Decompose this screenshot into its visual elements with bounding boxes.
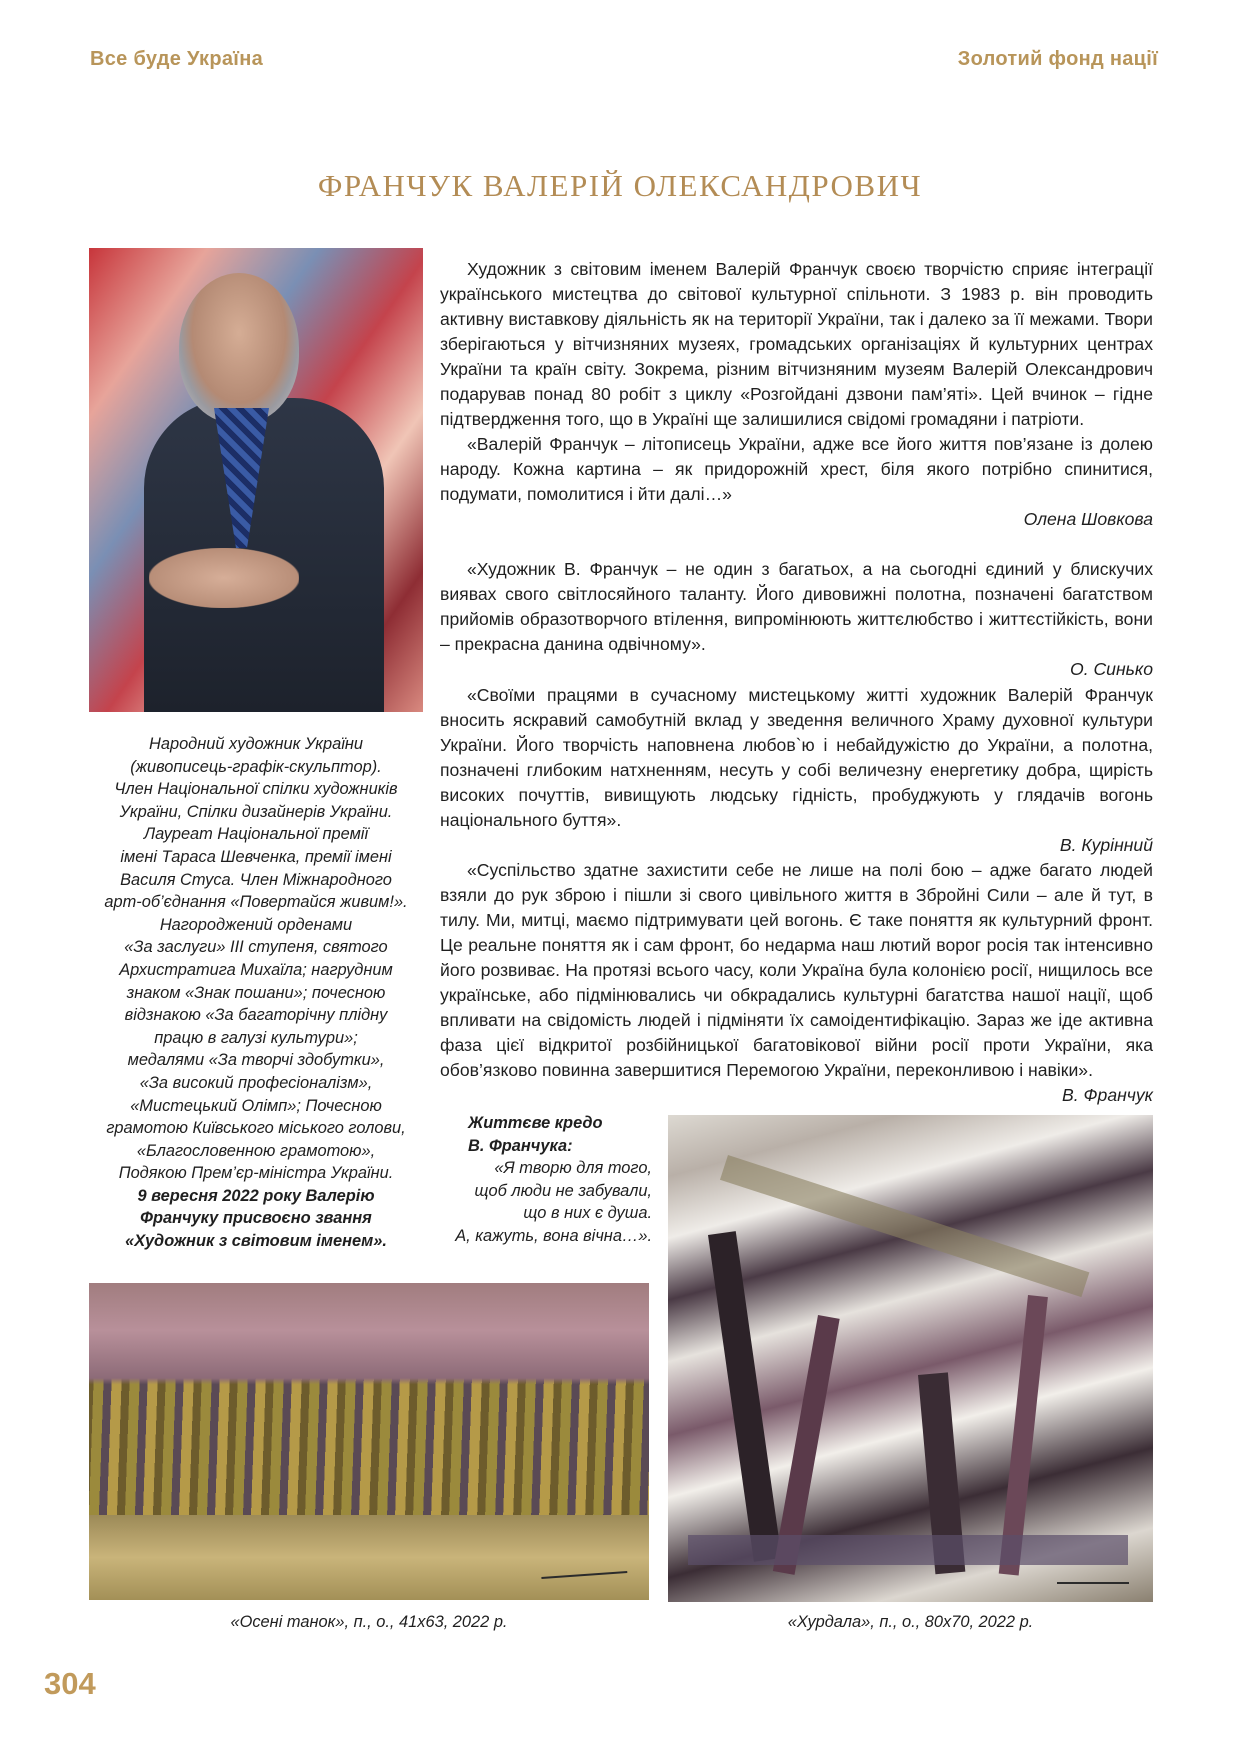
caption-bold-line: «Художник з світовим іменем».	[125, 1232, 387, 1251]
caption-bold-line: Франчуку присвоєно звання	[140, 1209, 372, 1228]
quote-4-text: «Суспільство здатне захистити себе не лише на полі бою – адже багато людей взяли до рук зброю і пішли зі свого цивільного життя в Збройні Сили – але й тут, в тилу. Ми, митці, маємо підтримувати цей вогонь. Є таке поняття як культурний фронт. Це реальне поняття як і сам фронт, бо недарма наш лютий ворог росія так інтенсивно його розвиває. На протязі всього часу, коли Україна була колонією росії, нищилось все українське, або підмінювались чи обкрадались культурні багатства нашої нації, щоб впливати на свідомість людей і підміняти їх самоідентифікацію. Зараз же іде активна фаза цієї відкритої розбійницької багатовікової війни росії проти України, яка обов’язково повинна завершитися Перемогою України, переконливою і навіки».	[440, 860, 1153, 1080]
quote-4-signature	[440, 1083, 1153, 1108]
quote-1-author: Олена Шовкова	[1023, 509, 1153, 529]
article-title: ФРАНЧУК ВАЛЕРІЙ ОЛЕКСАНДРОВИЧ	[317, 168, 923, 203]
caption-line: Архистратига Михаїла; нагрудним	[119, 960, 393, 979]
portrait-hands	[149, 548, 299, 608]
intro-block	[440, 257, 1153, 532]
quote-3-author: В. Курінний	[1059, 835, 1153, 855]
intro-paragraph: Художник з світовим іменем Валерій Франчук своєю творчістю сприяє інтеграції українського мистецтва до світової культурної спільноти. З 1983 р. він проводить активну виставкову діяльність як на території України, так і далеко за її межами. Твори зберігаються у вітчизняних музеях, громадських організаціях й культурних центрах України та країн світу. Зокрема, різним вітчизняним музеям Валерій Олександрович подарував понад 80 робіт з циклу «Розгойдані дзвони пам’яті». Цей вчинок – гідне підтвердження того, що в Україні ще залишилися свідомі громадяни і патріоти.	[440, 259, 1153, 429]
quote-4-block	[440, 858, 1153, 1108]
caption-line: знаком «Знак пошани»; почесною	[126, 983, 386, 1002]
caption-line: Народний художник України	[149, 735, 363, 753]
caption-line: Нагороджений орденами	[159, 915, 353, 934]
caption-line: «За заслуги» ІІІ ступеня, святого	[124, 938, 388, 957]
page-number: 304	[44, 1666, 96, 1701]
caption-line: Подякою Прем’єр-міністра України.	[118, 1164, 394, 1183]
caption-line: працю в галузі культури»;	[154, 1028, 358, 1047]
credo-heading-author: В. Франчука:	[468, 1136, 573, 1155]
caption-line: України, Спілки дизайнерів України.	[119, 802, 393, 821]
running-header-right: Золотий фонд нації	[957, 48, 1158, 70]
caption-line: грамотою Київського міського голови, «Благословенною грамотою»,	[106, 1119, 406, 1160]
paint-stroke	[720, 1155, 1089, 1297]
caption-line: Василя Стуса. Член Міжнародного	[120, 870, 392, 889]
quote-1-text: «Валерій Франчук – літописець України, адже все його життя пов’язане із долею народу. Кожна картина – як придорожній хрест, біля якого потрібно спинитися, подумати, помолитися і йти далі…»	[440, 434, 1153, 504]
caption-line: відзнакою «За багаторічну плідну	[124, 1006, 388, 1025]
caption-line: арт-об’єднання «Повертайся живим!».	[104, 893, 408, 912]
credo-line: «Я творю для того,	[494, 1159, 652, 1178]
caption-line: імені Тараса Шевченка, премії імені	[120, 847, 392, 866]
paint-stroke	[708, 1231, 782, 1562]
painting-caption-autumn: «Осені танок», п., о., 41х63, 2022 р.	[230, 1613, 508, 1631]
artist-portrait-photo	[89, 248, 423, 712]
quote-3-text: «Своїми працями в сучасному мистецькому житті художник Валерій Франчук вносить яскравий самобутній вклад у зведення величного Храму духовної культури України. Його творчість наповнена любов`ю і небайдужістю до України, а полотна, позначені глибоким натхненням, несуть у собі величезну енергетику добра, щирість високих почуттів, вивищують людську гідність, пробуджують у глядачів вогонь національного буття».	[440, 685, 1153, 830]
caption-line: Член Національної спілки художників	[114, 780, 398, 799]
credo-line: щоб люди не забували,	[474, 1181, 652, 1200]
painting-autumn-dance	[89, 1283, 649, 1600]
portrait-caption	[86, 733, 426, 1253]
quote-2-block	[440, 557, 1153, 682]
quote-3-block	[440, 683, 1153, 858]
paint-stroke	[688, 1535, 1128, 1565]
credo-line: А, кажуть, вона вічна…».	[455, 1226, 652, 1245]
painting-hurdala	[668, 1115, 1153, 1602]
caption-line: Лауреат Національної премії	[143, 825, 369, 844]
life-credo	[436, 1112, 656, 1248]
painting-caption-hurdala: «Хурдала», п., о., 80х70, 2022 р.	[787, 1613, 1034, 1631]
quote-4-author: В. Франчук	[1062, 1085, 1153, 1105]
caption-line: «За високий професіоналізм»,	[139, 1073, 373, 1092]
caption-line: медалями «За творчі здобутки»,	[127, 1051, 385, 1070]
quote-2-author: О. Синько	[1070, 659, 1153, 679]
paint-stroke	[999, 1295, 1048, 1576]
quote-2-text: «Художник В. Франчук – не один з багатьох, а на сьогодні єдиний у блискучих виявах свого світлосяйного таланту. Його дивовижні полотна, позначені багатством прийомів образотворчого втілення, випромінюють життєлюбство і життєстійкість, вони – прекрасна данина одвічному».	[440, 559, 1153, 654]
quote-3-signature	[440, 833, 1153, 858]
portrait-head	[179, 273, 299, 423]
quote-1-signature	[440, 507, 1153, 532]
painting-signature-mark	[1057, 1574, 1129, 1584]
credo-line: що в них є душа.	[523, 1204, 652, 1223]
caption-line: (живописець-графік-скульптор).	[130, 757, 382, 776]
credo-heading: Життєве кредо	[468, 1114, 603, 1132]
painting-ground	[89, 1515, 649, 1600]
caption-bold-line: 9 вересня 2022 року Валерію	[137, 1186, 375, 1205]
caption-line: «Мистецький Олімп»; Почесною	[130, 1096, 382, 1115]
quote-2-signature	[440, 657, 1153, 682]
running-header-left: Все буде Україна	[90, 48, 263, 70]
